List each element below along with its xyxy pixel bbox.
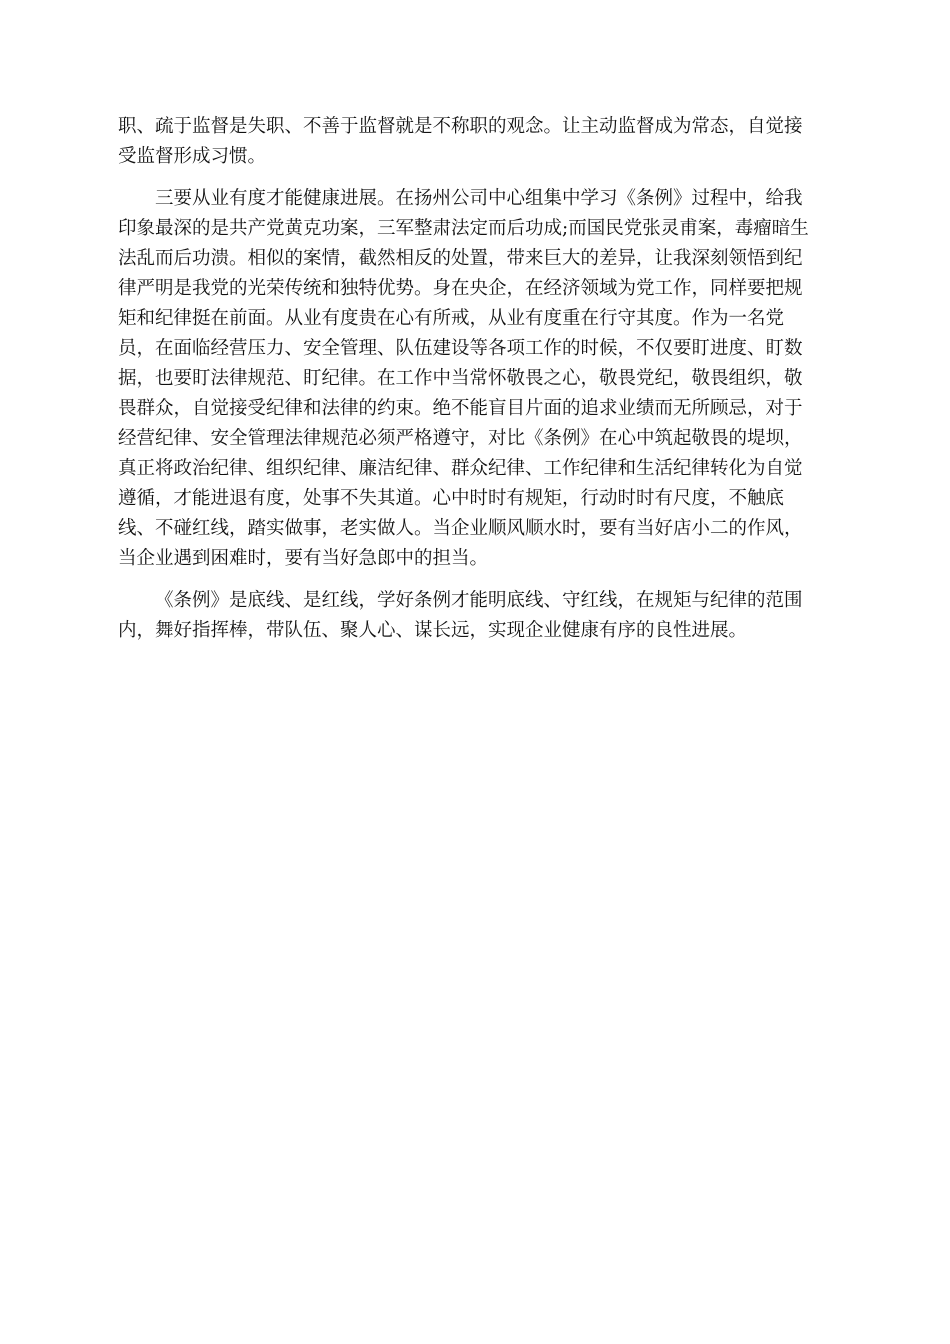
paragraph-line: 三要从业有度才能健康进展。在扬州公司中心组集中学习《条例》过程中，给我	[155, 188, 803, 209]
paragraph-line: 法乱而后功溃。相似的案情，截然相反的处置，带来巨大的差异，让我深刻领悟到纪	[118, 248, 803, 269]
paragraph-line: 律严明是我党的光荣传统和独特优势。身在央企，在经济领域为党工作，同样要把规	[118, 278, 803, 299]
paragraph-line: 内，舞好指挥棒，带队伍、聚人心、谋长远，实现企业健康有序的良性进展。	[118, 620, 748, 641]
paragraph-line: 当企业遇到困难时，要有当好急郎中的担当。	[118, 548, 489, 569]
paragraph-line: 《条例》是底线、是红线，学好条例才能明底线、守红线，在规矩与纪律的范围	[155, 590, 803, 611]
paragraph-line: 据，也要盯法律规范、盯纪律。在工作中当常怀敬畏之心，敬畏党纪，敬畏组织，敬	[118, 368, 803, 389]
paragraph-line: 矩和纪律挺在前面。从业有度贵在心有所戒，从业有度重在行守其度。作为一名党	[118, 308, 785, 329]
paragraph-2	[118, 184, 836, 574]
paragraph-1	[118, 112, 836, 172]
paragraph-line: 受监督形成习惯。	[118, 146, 267, 167]
document-body	[118, 112, 836, 658]
paragraph-line: 线、不碰红线，踏实做事，老实做人。当企业顺风顺水时，要有当好店小二的作风，	[118, 518, 803, 539]
paragraph-line: 员，在面临经营压力、安全管理、队伍建设等各项工作的时候，不仅要盯进度、盯数	[118, 338, 803, 359]
paragraph-line: 畏群众，自觉接受纪律和法律的约束。绝不能盲目片面的追求业绩而无所顾忌，对于	[118, 398, 803, 419]
paragraph-line: 印象最深的是共产党黄克功案，三军整肃法定而后功成;而国民党张灵甫案，毒瘤暗生	[118, 218, 809, 239]
paragraph-line: 遵循，才能进退有度，处事不失其道。心中时时有规矩，行动时时有尺度，不触底	[118, 488, 785, 509]
paragraph-line: 职、疏于监督是失职、不善于监督就是不称职的观念。让主动监督成为常态，自觉接	[118, 116, 803, 137]
paragraph-3	[118, 586, 836, 646]
paragraph-line: 经营纪律、安全管理法律规范必须严格遵守，对比《条例》在心中筑起敬畏的堤坝，	[118, 428, 803, 449]
paragraph-line: 真正将政治纪律、组织纪律、廉洁纪律、群众纪律、工作纪律和生活纪律转化为自觉	[118, 458, 803, 479]
